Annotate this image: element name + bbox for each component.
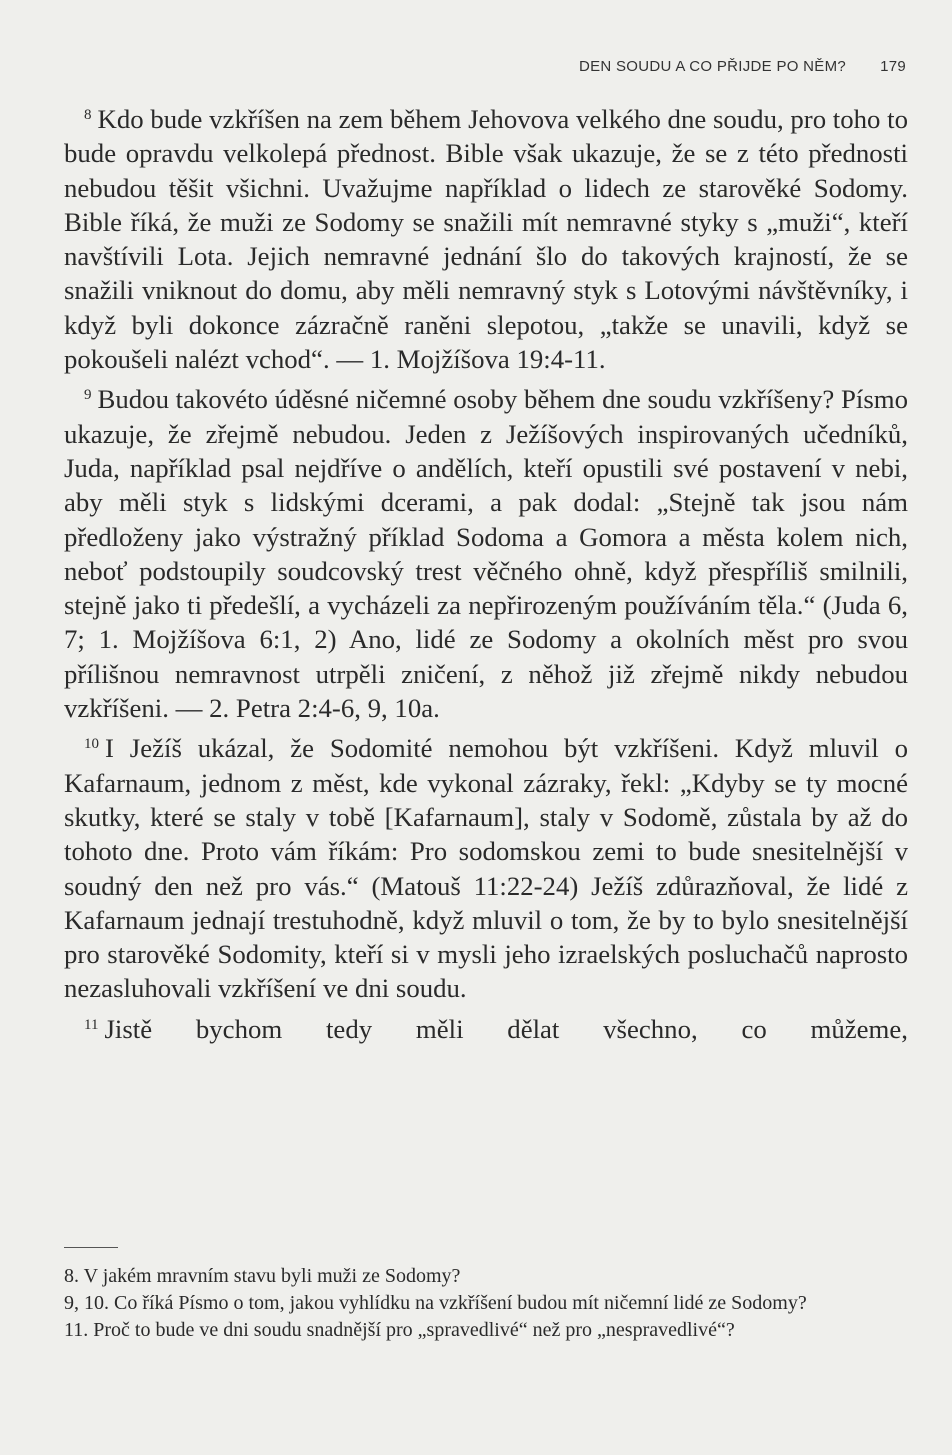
running-header bbox=[579, 58, 906, 75]
question-number: 8. bbox=[64, 1265, 79, 1287]
paragraph-11 bbox=[64, 1008, 908, 1046]
paragraph-text: Budou takovéto úděsné ničemné osoby během dne soudu vzkříšeny? Písmo ukazuje, že zřejmě nebudou. Jeden z Ježíšových inspirovaných učedníků, Juda, například psal nejdříve o andělích, kteří opustili své postavení v nebi, aby měli styk s lidskými dcerami, a pak dodal: „Stejně tak jsou nám předloženy jako výstražný příklad Sodoma a Gomora a města kolem nich, neboť podstoupily soudcovský trest věčného ohně, když přespříliš smilnili, stejně jako ti předešlí, a vycházeli za nepřirozeným používáním těla.“ (Juda 6, 7; 1. Mojžíšova 6:1, 2) Ano, lidé ze Sodomy a okolních měst pro svou přílišnou nemravnost utrpěli zničení, z něhož již zřejmě nikdy nebudou vzkříšeni. — 2. Petra 2:4-6, 9, 10a. bbox=[64, 384, 908, 724]
question-text: V jakém mravním stavu byli muži ze Sodomy? bbox=[83, 1265, 461, 1287]
question-11 bbox=[64, 1318, 908, 1342]
running-title: DEN SOUDU A CO PŘIJDE PO NĚM? bbox=[578, 58, 847, 75]
question-number: 9, 10. bbox=[64, 1292, 109, 1314]
paragraph-number: 9 bbox=[84, 387, 92, 404]
page-number: 179 bbox=[880, 58, 906, 75]
question-9-10 bbox=[64, 1291, 908, 1315]
paragraph-9 bbox=[64, 378, 908, 725]
paragraph-10 bbox=[64, 727, 908, 1005]
main-text bbox=[64, 98, 908, 1046]
paragraph-number: 11 bbox=[84, 1016, 99, 1033]
study-questions bbox=[64, 1264, 908, 1345]
question-8 bbox=[64, 1264, 908, 1288]
paragraph-8 bbox=[64, 98, 908, 376]
question-number: 11. bbox=[64, 1319, 89, 1341]
question-text: Co říká Písmo o tom, jakou vyhlídku na vzkříšení budou mít ničemní lidé ze Sodomy? bbox=[114, 1292, 807, 1314]
paragraph-number: 10 bbox=[84, 736, 99, 753]
paragraph-text: I Ježíš ukázal, že Sodomité nemohou být vzkříšeni. Když mluvil o Kafarnaum, jednom z měst, kde vykonal zázraky, řekl: „Kdyby se ty mocné skutky, které se staly v tobě [Kafarnaum], staly v Sodomě, zůstala by až do tohoto dne. Proto vám říkám: Pro sodomskou zemi to bude snesitelnější v soudný den než pro vás.“ (Matouš 11:22-24) Ježíš zdůrazňoval, že lidé z Kafarnaum jednají trestuhodně, když mluvil o tom, že by to bylo snesitelnější pro starověké Sodomity, kteří si v mysli jeho izraelských posluchačů naprosto nezasluhovali vzkříšení ve dni soudu. bbox=[64, 733, 908, 1004]
paragraph-text: Kdo bude vzkříšen na zem během Jehovova velkého dne soudu, pro toho to bude opravdu velkolepá přednost. Bible však ukazuje, že se z této přednosti nebudou těšit všichni. Uvažujme například o lidech ze starověké Sodomy. Bible říká, že muži ze Sodomy se snažili mít nemravné styky s „muži“, kteří navštívili Lota. Jejich nemravné jednání šlo do takových krajností, že se snažili vniknout do domu, aby měli nemravný styk s Lotovými návštěvníky, i když byli dokonce zázračně raněni slepotou, „takže se unavili, když se pokoušeli nalézt vchod“. — 1. Mojžíšova 19:4-11. bbox=[64, 104, 908, 375]
question-text: Proč to bude ve dni soudu snadnější pro „spravedlivé“ než pro „nespravedlivé“? bbox=[93, 1319, 735, 1341]
paragraph-text: Jistě bychom tedy měli dělat všechno, co můžeme, bbox=[104, 1013, 908, 1044]
paragraph-number: 8 bbox=[84, 107, 92, 123]
footnote-divider bbox=[64, 1247, 118, 1248]
